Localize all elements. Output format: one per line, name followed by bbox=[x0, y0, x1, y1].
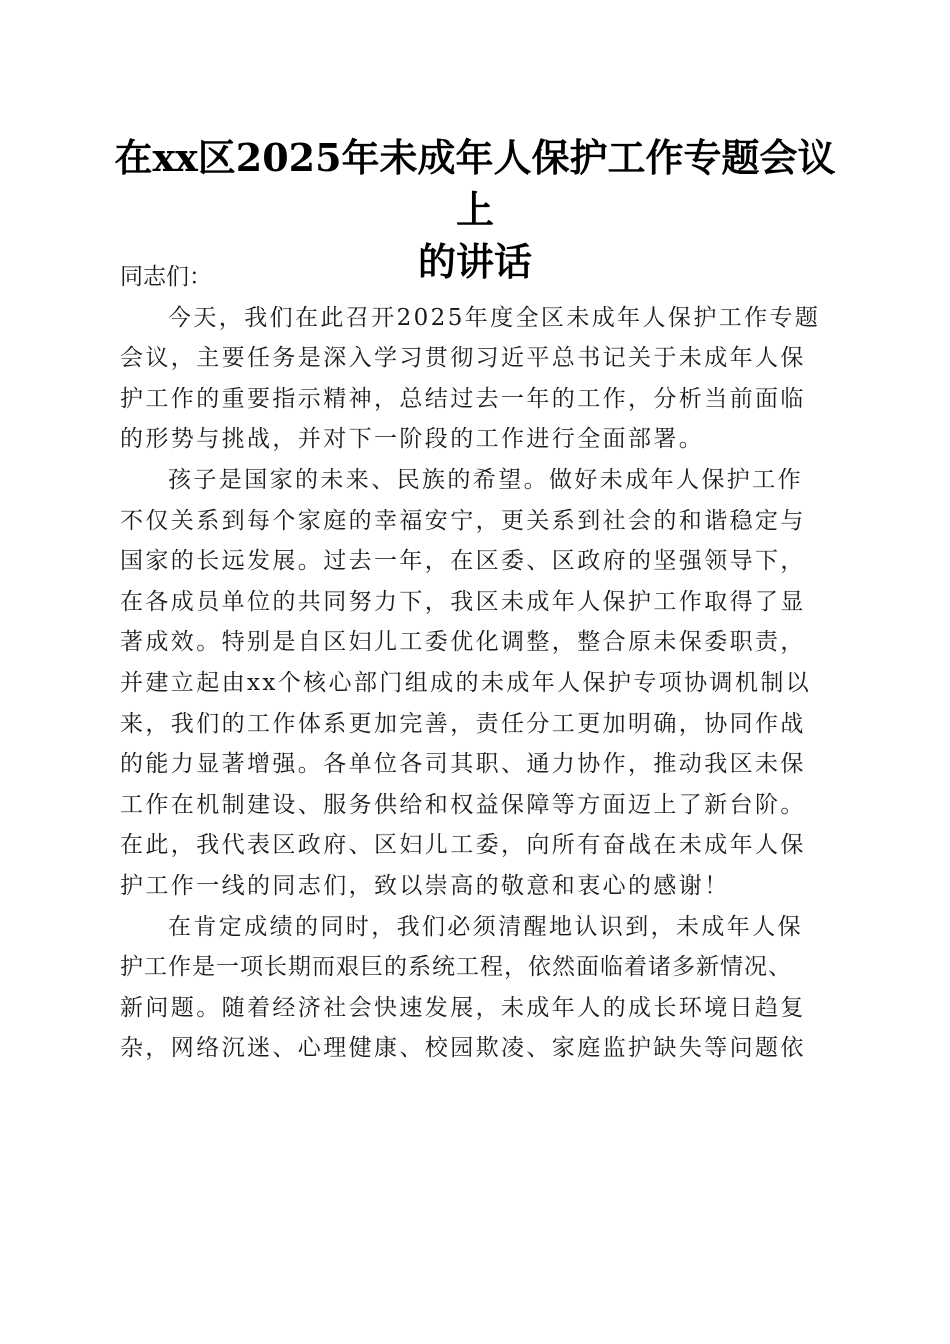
paragraph-line: 今天，我们在此召开2025年度全区未成年人保护工作专题 bbox=[168, 304, 821, 331]
paragraph-line: 护工作的重要指示精神，总结过去一年的工作，分析当前面临 bbox=[120, 385, 806, 412]
paragraph-line: 在各成员单位的共同努力下，我区未成年人保护工作取得了显 bbox=[120, 588, 806, 615]
paragraph-line: 在此，我代表区政府、区妇儿工委，向所有奋战在未成年人保 bbox=[120, 832, 806, 859]
paragraph-line: 国家的长远发展。过去一年，在区委、区政府的坚强领导下， bbox=[120, 548, 806, 575]
paragraph-line: 会议，主要任务是深入学习贯彻习近平总书记关于未成年人保 bbox=[120, 345, 806, 372]
paragraph-line: 来，我们的工作体系更加完善，责任分工更加明确，协同作战 bbox=[120, 710, 806, 737]
paragraph-line: 护工作一线的同志们，致以崇高的敬意和衷心的感谢！ bbox=[120, 872, 730, 899]
salutation: 同志们： bbox=[120, 264, 212, 290]
paragraph-1 bbox=[120, 298, 835, 460]
paragraph-line: 并建立起由xx个核心部门组成的未成年人保护专项协调机制以 bbox=[120, 669, 812, 696]
paragraph-line: 杂，网络沉迷、心理健康、校园欺凌、家庭监护缺失等问题依 bbox=[120, 1035, 806, 1062]
document-body bbox=[120, 257, 835, 1069]
title-line-1: 在xx区2025年未成年人保护工作专题会议上 bbox=[114, 135, 836, 232]
paragraph-line: 不仅关系到每个家庭的幸福安宁，更关系到社会的和谐稳定与 bbox=[120, 507, 806, 534]
title-line-2: 的讲话 bbox=[417, 239, 532, 284]
paragraph-line: 工作在机制建设、服务供给和权益保障等方面迈上了新台阶。 bbox=[120, 791, 806, 818]
paragraph-3 bbox=[120, 907, 835, 1069]
paragraph-line: 新问题。随着经济社会快速发展，未成年人的成长环境日趋复 bbox=[120, 994, 806, 1021]
paragraph-line: 孩子是国家的未来、民族的希望。做好未成年人保护工作 bbox=[168, 466, 803, 493]
paragraph-line: 的形势与挑战，并对下一阶段的工作进行全面部署。 bbox=[120, 426, 705, 453]
paragraph-2 bbox=[120, 460, 835, 907]
paragraph-line: 护工作是一项长期而艰巨的系统工程，依然面临着诸多新情况、 bbox=[120, 954, 792, 981]
paragraph-line: 著成效。特别是自区妇儿工委优化调整，整合原未保委职责， bbox=[120, 629, 806, 656]
paragraph-line: 在肯定成绩的同时，我们必须清醒地认识到，未成年人保 bbox=[168, 913, 803, 940]
paragraph-line: 的能力显著增强。各单位各司其职、通力协作，推动我区未保 bbox=[120, 751, 806, 778]
